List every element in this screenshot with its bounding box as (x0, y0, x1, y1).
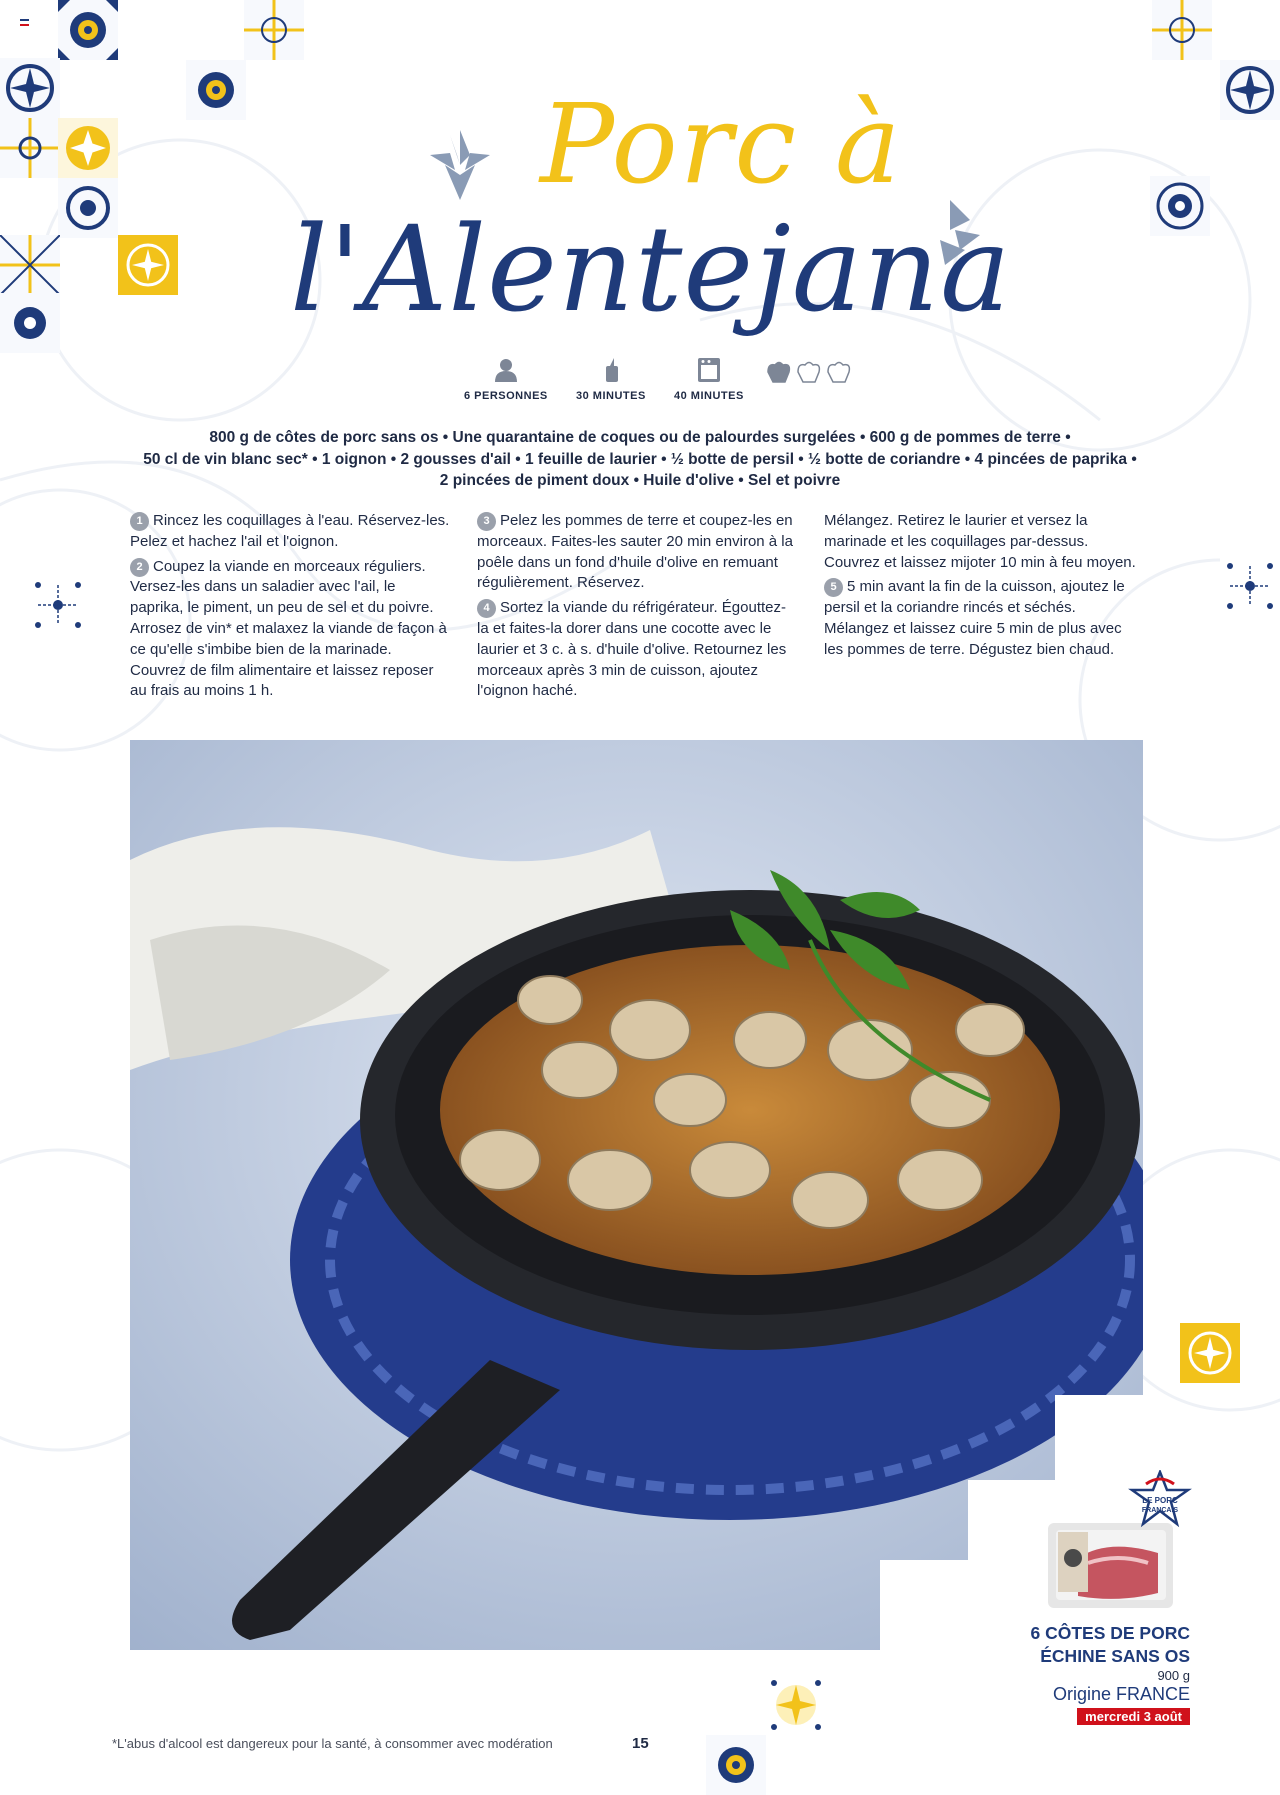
azulejo-tile-icon (0, 235, 60, 295)
ingredients-line: 2 pincées de piment doux • Huile d'olive • Sel et poivre (439, 472, 841, 489)
step-1 (130, 511, 450, 553)
step-number-badge: 5 (824, 578, 843, 597)
azulejo-tile-icon (118, 235, 178, 295)
azulejo-tile-icon (0, 58, 60, 118)
product-name-line-2: ÉCHINE SANS OS (1040, 1646, 1190, 1666)
azulejo-tile-icon (766, 1675, 826, 1735)
step-text: Sortez la viande du réfrigérateur. Égouttez-la et faites-la dorer dans une cocotte avec le laurier et 3 c. à s. d'huile d'olive. Retournez les morceaux après 3 min de cuisson, ajoutez l'oignon haché. (477, 599, 787, 700)
step-text: 5 min avant la fin de la cuisson, ajoutez le persil et la coriandre rincés et séchés. Mélangez et laissez cuire 5 min de plus avec les pommes de terre. Dégustez bien chaud. (824, 578, 1125, 658)
azulejo-tile-icon (1220, 60, 1280, 120)
availability-date-badge: mercredi 3 août (1077, 1708, 1190, 1725)
step-4 (477, 598, 797, 702)
servings-info (464, 358, 548, 404)
azulejo-tile-icon (244, 0, 304, 60)
cook-time-label: 40 MINUTES (674, 390, 744, 402)
step-number-badge: 1 (130, 512, 149, 531)
steps-column-1 (130, 511, 450, 706)
azulejo-tile-icon (58, 118, 118, 178)
chef-knife-icon (600, 358, 622, 382)
ingredients-list (120, 427, 1160, 492)
step-2 (130, 557, 450, 703)
steps-column-3 (824, 511, 1144, 665)
ingredients-line: 50 cl de vin blanc sec* • 1 oignon • 2 gousses d'ail • 1 feuille de laurier • ½ botte de persil • ½ botte de coriandre • 4 pincées de paprika • (143, 450, 1137, 468)
product-name (1031, 1622, 1190, 1668)
azulejo-tile-icon (58, 0, 118, 60)
pork-pack-image (1048, 1518, 1173, 1613)
prep-time-label: 30 MINUTES (576, 390, 646, 402)
step-5 (824, 577, 1144, 660)
azulejo-tile-icon (0, 118, 60, 178)
azulejo-tile-icon (1220, 556, 1280, 616)
leaf-ornament-icon (415, 125, 505, 205)
title-line-1: Porc à (540, 80, 903, 208)
recipe-steps (130, 511, 1140, 711)
azulejo-tile-icon (706, 1735, 766, 1795)
azulejo-tile-icon (28, 575, 88, 635)
azulejo-tile-icon (58, 178, 118, 238)
alcohol-disclaimer: *L'abus d'alcool est dangereux pour la santé, à consommer avec modération (112, 1736, 553, 1751)
ingredients-line: 800 g de côtes de porc sans os • Une quarantaine de coques ou de palourdes surgelées • 600 g de pommes de terre • (209, 429, 1071, 446)
le-porc-francais-logo (1128, 1470, 1192, 1530)
step-text: Rincez les coquillages à l'eau. Réservez-les. Pelez et hachez l'ail et l'oignon. (130, 512, 450, 550)
svg-text:LE PORC: LE PORC (1142, 1496, 1178, 1505)
prep-time-info (576, 358, 646, 404)
step-text: Mélangez. Retirez le laurier et versez la marinade et les coquillages par-dessus. Couvrez et laissez mijoter 10 min à feu moyen. (824, 512, 1136, 571)
step-number-badge: 2 (130, 558, 149, 577)
step-number-badge: 3 (477, 512, 496, 531)
step-text: Pelez les pommes de terre et coupez-les en morceaux. Faites-les sauter 20 min environ à la poêle dans un fond d'huile d'olive en remuant régulièrement. Réservez. (477, 512, 793, 592)
steps-column-2 (477, 511, 797, 706)
product-weight: 900 g (1157, 1668, 1190, 1683)
product-offer (1000, 1470, 1190, 1730)
azulejo-tile-icon (1152, 0, 1212, 60)
azulejo-tile-icon (1150, 176, 1210, 236)
page-number: 15 (632, 1735, 649, 1752)
oven-icon (698, 358, 720, 382)
step-3 (477, 511, 797, 594)
difficulty-chef-hat-icon (765, 360, 855, 386)
flag-icon (20, 19, 29, 26)
step-4-continued (824, 511, 1144, 573)
svg-text:FRANÇAIS: FRANÇAIS (1141, 1507, 1179, 1514)
person-icon (495, 358, 517, 382)
product-name-line-1: 6 CÔTES DE PORC (1030, 1623, 1190, 1643)
recipe-info-row (440, 358, 860, 408)
azulejo-tile-icon (1180, 1323, 1240, 1383)
cook-time-info (674, 358, 744, 404)
servings-label: 6 PERSONNES (464, 390, 548, 402)
photo-corner-cutout (880, 1560, 970, 1655)
product-origin: Origine FRANCE (1052, 1684, 1190, 1704)
title-line-2: l'Alentejana (290, 200, 1012, 338)
azulejo-tile-icon (0, 293, 60, 353)
azulejo-tile-icon (186, 60, 246, 120)
recipe-title (290, 70, 1012, 370)
step-text: Coupez la viande en morceaux réguliers. Versez-les dans un saladier avec l'ail, le paprika, le piment, un peu de sel et du poivre. Arrosez de vin* et malaxez la viande de façon à ce qu'elle s'imbibe bien de la marinade. Couvrez de film alimentaire et laissez reposer au frais au moins 1 h. (130, 557, 447, 700)
step-number-badge: 4 (477, 599, 496, 618)
